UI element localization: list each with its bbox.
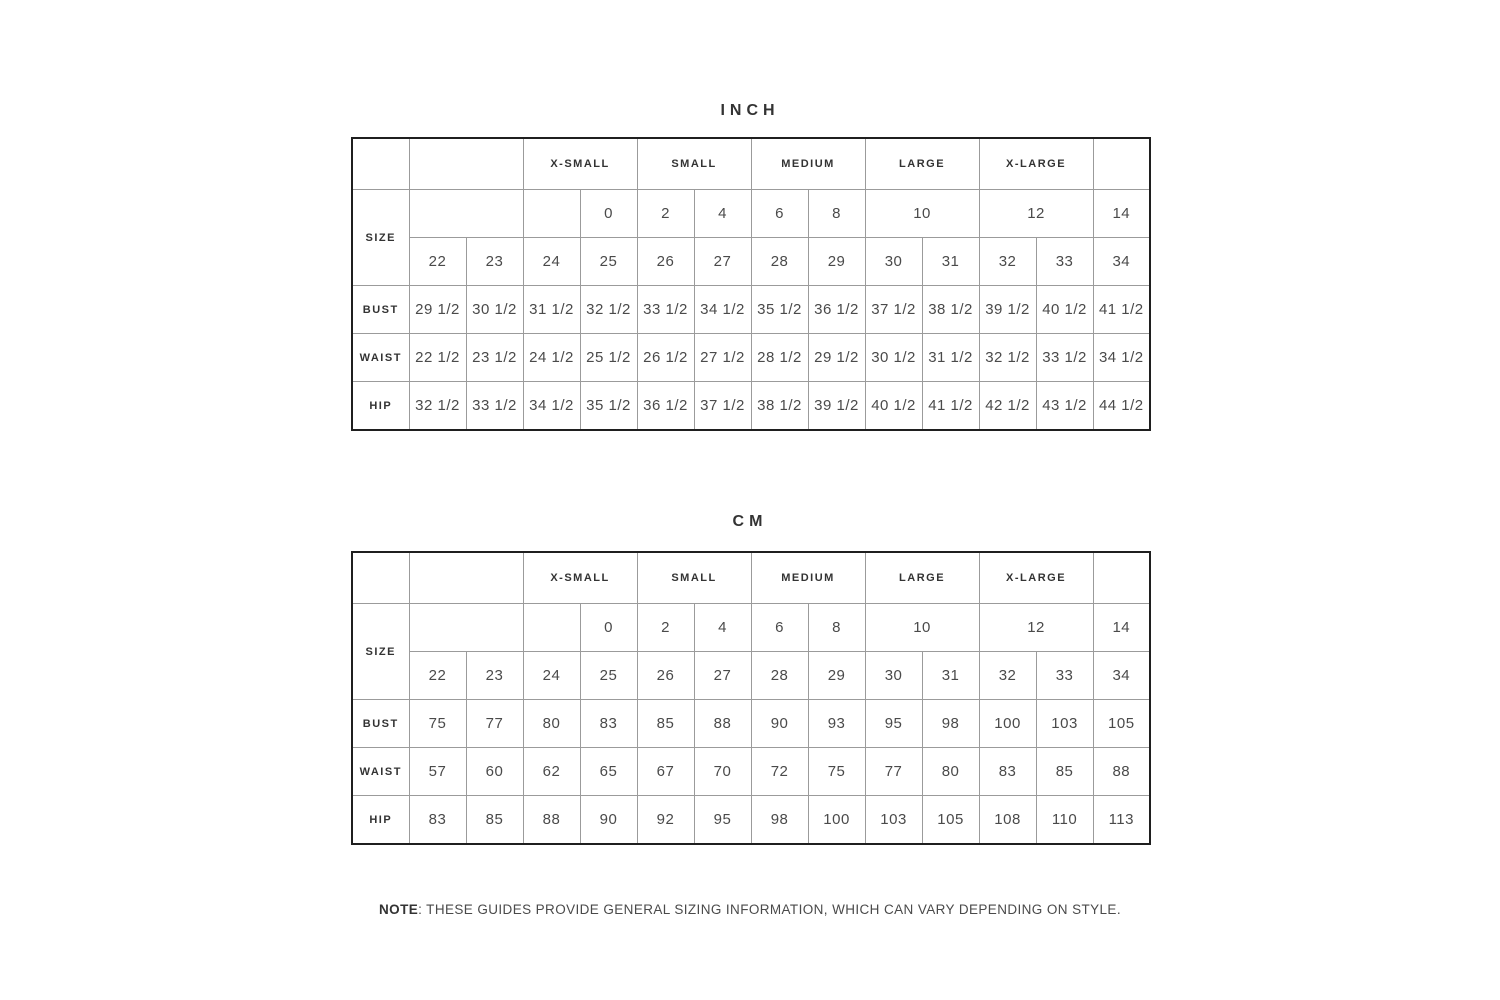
numeric-size-cell: 30: [865, 238, 922, 286]
us-size-cell: 14: [1093, 604, 1150, 652]
size-label-cell: SIZE: [352, 190, 409, 286]
value-cell: 33 1/2: [637, 286, 694, 334]
numeric-size-cell: 22: [409, 652, 466, 700]
value-cell: 39 1/2: [808, 382, 865, 431]
us-size-cell: 0: [580, 604, 637, 652]
value-cell: 39 1/2: [979, 286, 1036, 334]
value-cell: 31 1/2: [523, 286, 580, 334]
value-cell: 105: [922, 796, 979, 845]
numeric-size-cell: 33: [1036, 652, 1093, 700]
value-cell: 38 1/2: [751, 382, 808, 431]
us-size-cell: 6: [751, 190, 808, 238]
value-cell: 83: [580, 700, 637, 748]
value-cell: 40 1/2: [1036, 286, 1093, 334]
us-size-cell: [409, 604, 523, 652]
group-header-cell: [409, 138, 523, 190]
us-size-cell: 0: [580, 190, 637, 238]
value-cell: 35 1/2: [580, 382, 637, 431]
value-cell: 42 1/2: [979, 382, 1036, 431]
us-size-cell: 8: [808, 190, 865, 238]
value-cell: 88: [1093, 748, 1150, 796]
value-cell: 83: [409, 796, 466, 845]
value-cell: 30 1/2: [865, 334, 922, 382]
us-size-cell: 12: [979, 190, 1093, 238]
group-header-cell: LARGE: [865, 552, 979, 604]
numeric-size-cell: 25: [580, 652, 637, 700]
numeric-size-cell: 32: [979, 238, 1036, 286]
numeric-size-cell: 27: [694, 652, 751, 700]
row-label-cell: BUST: [352, 286, 409, 334]
value-cell: 34 1/2: [694, 286, 751, 334]
group-header-cell: X-LARGE: [979, 138, 1093, 190]
sizing-note: [0, 902, 1500, 917]
value-cell: 23 1/2: [466, 334, 523, 382]
value-cell: 28 1/2: [751, 334, 808, 382]
value-cell: 85: [466, 796, 523, 845]
value-cell: 41 1/2: [1093, 286, 1150, 334]
inch-size-table: [351, 137, 1151, 431]
numeric-size-cell: 29: [808, 238, 865, 286]
us-size-cell: 14: [1093, 190, 1150, 238]
value-cell: 108: [979, 796, 1036, 845]
sizing-note-label: NOTE: [379, 902, 419, 917]
group-header-cell: SMALL: [637, 138, 751, 190]
us-size-cell: 6: [751, 604, 808, 652]
value-cell: 26 1/2: [637, 334, 694, 382]
value-cell: 29 1/2: [409, 286, 466, 334]
group-header-cell: LARGE: [865, 138, 979, 190]
row-label-cell: BUST: [352, 700, 409, 748]
group-header-cell: [409, 552, 523, 604]
value-cell: 80: [922, 748, 979, 796]
value-cell: 95: [865, 700, 922, 748]
corner-cell: [352, 138, 409, 190]
value-cell: 80: [523, 700, 580, 748]
value-cell: 98: [922, 700, 979, 748]
value-cell: 70: [694, 748, 751, 796]
us-size-cell: [523, 190, 580, 238]
numeric-size-cell: 30: [865, 652, 922, 700]
value-cell: 85: [1036, 748, 1093, 796]
numeric-size-cell: 23: [466, 238, 523, 286]
value-cell: 40 1/2: [865, 382, 922, 431]
value-cell: 43 1/2: [1036, 382, 1093, 431]
value-cell: 65: [580, 748, 637, 796]
value-cell: 72: [751, 748, 808, 796]
value-cell: 30 1/2: [466, 286, 523, 334]
inch-table-title: INCH: [720, 102, 780, 119]
numeric-size-cell: 25: [580, 238, 637, 286]
value-cell: 88: [694, 700, 751, 748]
value-cell: 90: [751, 700, 808, 748]
value-cell: 93: [808, 700, 865, 748]
row-label-cell: WAIST: [352, 334, 409, 382]
us-size-cell: 10: [865, 604, 979, 652]
group-header-cell: MEDIUM: [751, 138, 865, 190]
sizing-note-text: : THESE GUIDES PROVIDE GENERAL SIZING INFORMATION, WHICH CAN VARY DEPENDING ON STYLE.: [418, 902, 1121, 917]
us-size-cell: 2: [637, 190, 694, 238]
inch-table-container: [351, 137, 1151, 431]
value-cell: 103: [865, 796, 922, 845]
group-header-cell: X-SMALL: [523, 552, 637, 604]
value-cell: 25 1/2: [580, 334, 637, 382]
us-size-cell: [523, 604, 580, 652]
us-size-cell: 2: [637, 604, 694, 652]
group-header-cell: MEDIUM: [751, 552, 865, 604]
value-cell: 33 1/2: [466, 382, 523, 431]
value-cell: 67: [637, 748, 694, 796]
us-size-cell: 4: [694, 190, 751, 238]
group-header-cell: [1093, 138, 1150, 190]
us-size-cell: 10: [865, 190, 979, 238]
value-cell: 24 1/2: [523, 334, 580, 382]
group-header-cell: SMALL: [637, 552, 751, 604]
value-cell: 85: [637, 700, 694, 748]
value-cell: 77: [466, 700, 523, 748]
value-cell: 90: [580, 796, 637, 845]
value-cell: 98: [751, 796, 808, 845]
numeric-size-cell: 23: [466, 652, 523, 700]
value-cell: 38 1/2: [922, 286, 979, 334]
value-cell: 75: [409, 700, 466, 748]
value-cell: 41 1/2: [922, 382, 979, 431]
numeric-size-cell: 29: [808, 652, 865, 700]
numeric-size-cell: 32: [979, 652, 1036, 700]
value-cell: 62: [523, 748, 580, 796]
row-label-cell: WAIST: [352, 748, 409, 796]
corner-cell: [352, 552, 409, 604]
value-cell: 110: [1036, 796, 1093, 845]
value-cell: 37 1/2: [865, 286, 922, 334]
value-cell: 34 1/2: [523, 382, 580, 431]
group-header-cell: X-LARGE: [979, 552, 1093, 604]
value-cell: 37 1/2: [694, 382, 751, 431]
numeric-size-cell: 34: [1093, 238, 1150, 286]
row-label-cell: HIP: [352, 382, 409, 431]
numeric-size-cell: 27: [694, 238, 751, 286]
value-cell: 32 1/2: [409, 382, 466, 431]
value-cell: 33 1/2: [1036, 334, 1093, 382]
value-cell: 32 1/2: [580, 286, 637, 334]
value-cell: 34 1/2: [1093, 334, 1150, 382]
cm-table-title: CM: [732, 513, 768, 530]
numeric-size-cell: 31: [922, 238, 979, 286]
value-cell: 113: [1093, 796, 1150, 845]
numeric-size-cell: 26: [637, 652, 694, 700]
value-cell: 105: [1093, 700, 1150, 748]
cm-size-table: [351, 551, 1151, 845]
numeric-size-cell: 24: [523, 652, 580, 700]
numeric-size-cell: 26: [637, 238, 694, 286]
value-cell: 27 1/2: [694, 334, 751, 382]
numeric-size-cell: 28: [751, 652, 808, 700]
value-cell: 60: [466, 748, 523, 796]
value-cell: 75: [808, 748, 865, 796]
group-header-cell: [1093, 552, 1150, 604]
us-size-cell: 12: [979, 604, 1093, 652]
value-cell: 35 1/2: [751, 286, 808, 334]
value-cell: 31 1/2: [922, 334, 979, 382]
value-cell: 29 1/2: [808, 334, 865, 382]
value-cell: 100: [979, 700, 1036, 748]
value-cell: 57: [409, 748, 466, 796]
us-size-cell: [409, 190, 523, 238]
numeric-size-cell: 34: [1093, 652, 1150, 700]
value-cell: 103: [1036, 700, 1093, 748]
value-cell: 83: [979, 748, 1036, 796]
value-cell: 36 1/2: [808, 286, 865, 334]
numeric-size-cell: 22: [409, 238, 466, 286]
us-size-cell: 4: [694, 604, 751, 652]
value-cell: 44 1/2: [1093, 382, 1150, 431]
us-size-cell: 8: [808, 604, 865, 652]
cm-table-container: [351, 551, 1151, 845]
numeric-size-cell: 31: [922, 652, 979, 700]
value-cell: 100: [808, 796, 865, 845]
value-cell: 77: [865, 748, 922, 796]
value-cell: 32 1/2: [979, 334, 1036, 382]
value-cell: 22 1/2: [409, 334, 466, 382]
group-header-cell: X-SMALL: [523, 138, 637, 190]
row-label-cell: HIP: [352, 796, 409, 845]
value-cell: 36 1/2: [637, 382, 694, 431]
size-label-cell: SIZE: [352, 604, 409, 700]
value-cell: 92: [637, 796, 694, 845]
value-cell: 95: [694, 796, 751, 845]
numeric-size-cell: 28: [751, 238, 808, 286]
numeric-size-cell: 24: [523, 238, 580, 286]
value-cell: 88: [523, 796, 580, 845]
numeric-size-cell: 33: [1036, 238, 1093, 286]
